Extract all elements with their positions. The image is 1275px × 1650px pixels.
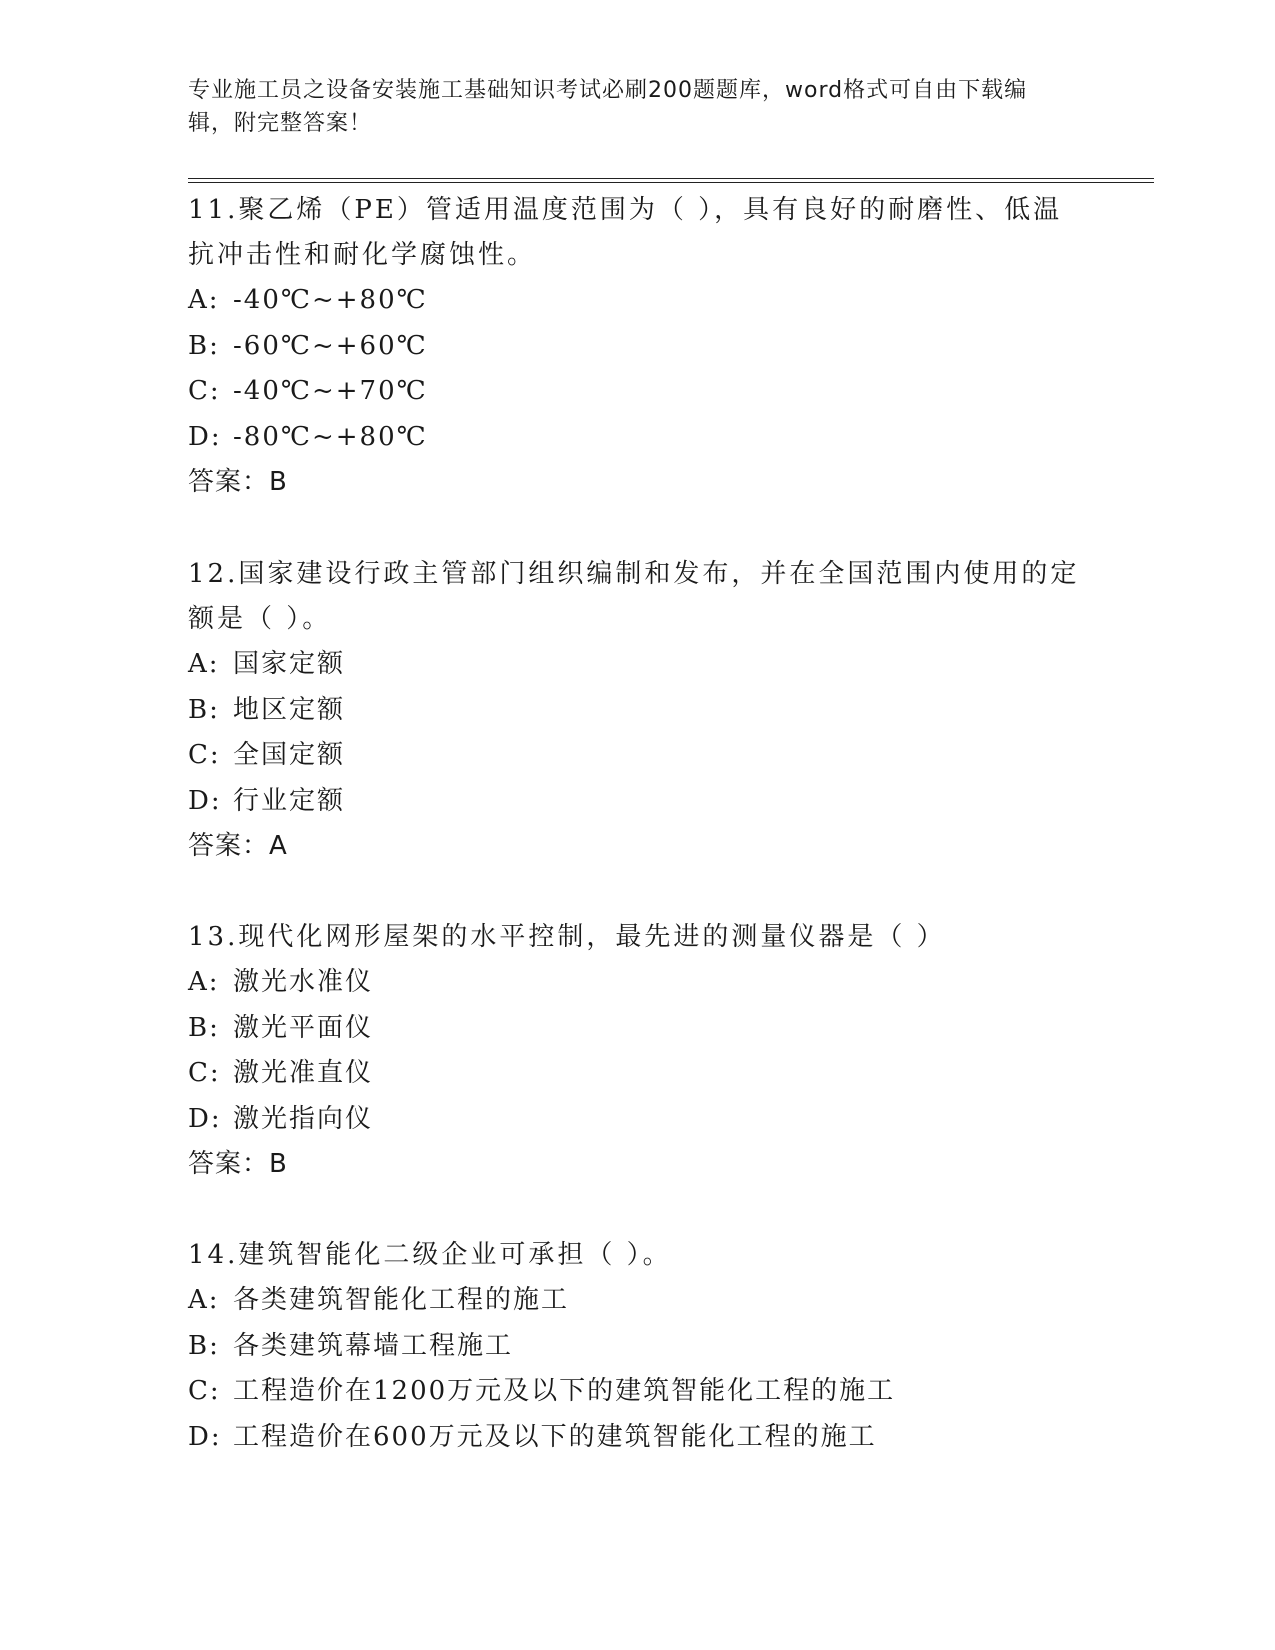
option-key: A: xyxy=(188,967,220,997)
option-key: C: xyxy=(188,376,221,406)
option-a xyxy=(188,642,1088,688)
option-d xyxy=(188,1097,1088,1143)
option-key: B: xyxy=(188,1330,220,1361)
option-c xyxy=(188,733,1088,779)
option-key: D: xyxy=(188,1103,222,1134)
question-11 xyxy=(188,188,1088,505)
answer-line xyxy=(188,460,1088,505)
option-key: C: xyxy=(188,1376,221,1406)
option-text: -40℃~+80℃ xyxy=(233,285,428,315)
header-divider-top xyxy=(188,178,1154,179)
option-text: 各类建筑智能化工程的施工 xyxy=(233,1285,570,1315)
option-text: 激光准直仪 xyxy=(233,1058,374,1088)
answer-line xyxy=(188,824,1088,869)
option-text: 行业定额 xyxy=(233,785,346,816)
option-b xyxy=(188,1006,1088,1052)
option-text: -60℃~+60℃ xyxy=(233,330,428,361)
option-b xyxy=(188,324,1088,370)
answer-label: 答案： xyxy=(188,831,270,861)
option-key: C: xyxy=(188,740,221,770)
option-key: B: xyxy=(188,330,220,361)
option-d xyxy=(188,415,1088,461)
option-c xyxy=(188,1369,1088,1415)
answer-value: B xyxy=(269,1149,288,1179)
option-text: 全国定额 xyxy=(233,740,346,770)
question-stem: 12.国家建设行政主管部门组织编制和发布，并在全国范围内使用的定额是（ ）。 xyxy=(188,559,1080,634)
option-key: A: xyxy=(188,649,220,679)
option-c xyxy=(188,1051,1088,1097)
option-a xyxy=(188,1278,1088,1324)
option-text: 激光平面仪 xyxy=(233,1012,374,1043)
option-text: 激光指向仪 xyxy=(233,1103,374,1134)
option-text: 工程造价在600万元及以下的建筑智能化工程的施工 xyxy=(233,1421,877,1452)
option-b xyxy=(188,1324,1088,1370)
question-13 xyxy=(188,915,1088,1187)
option-text: 各类建筑幕墙工程施工 xyxy=(233,1330,514,1361)
option-key: D: xyxy=(188,421,222,452)
header-divider-bottom xyxy=(188,182,1154,183)
question-14 xyxy=(188,1233,1088,1460)
answer-label: 答案： xyxy=(188,1149,270,1179)
answer-label: 答案： xyxy=(188,467,270,497)
option-b xyxy=(188,688,1088,734)
option-text: 国家定额 xyxy=(233,649,346,679)
option-key: A: xyxy=(188,1285,220,1315)
answer-value: B xyxy=(269,467,288,497)
question-stem: 14.建筑智能化二级企业可承担（ ）。 xyxy=(188,1240,672,1270)
question-12 xyxy=(188,552,1088,869)
option-a xyxy=(188,960,1088,1006)
option-text: -40℃~+70℃ xyxy=(233,376,428,406)
option-a xyxy=(188,278,1088,324)
option-key: B: xyxy=(188,694,220,725)
option-text: 激光水准仪 xyxy=(233,967,374,997)
option-key: D: xyxy=(188,785,222,816)
question-stem: 11.聚乙烯（PE）管适用温度范围为（ ），具有良好的耐磨性、低温抗冲击性和耐化学腐蚀性。 xyxy=(188,195,1063,270)
option-text: 地区定额 xyxy=(233,694,346,725)
option-key: A: xyxy=(188,285,220,315)
answer-value: A xyxy=(269,831,288,861)
option-text: -80℃~+80℃ xyxy=(233,421,428,452)
question-stem: 13.现代化网形屋架的水平控制，最先进的测量仪器是（ ） xyxy=(188,922,946,952)
option-c xyxy=(188,369,1088,415)
option-key: D: xyxy=(188,1421,222,1452)
option-text: 工程造价在1200万元及以下的建筑智能化工程的施工 xyxy=(233,1376,896,1406)
document-header: 专业施工员之设备安装施工基础知识考试必刷200题题库，word格式可自由下载编辑，附完整答案！ xyxy=(188,78,1028,136)
option-d xyxy=(188,779,1088,825)
answer-line xyxy=(188,1142,1088,1187)
option-key: B: xyxy=(188,1012,220,1043)
option-d xyxy=(188,1415,1088,1461)
option-key: C: xyxy=(188,1058,221,1088)
